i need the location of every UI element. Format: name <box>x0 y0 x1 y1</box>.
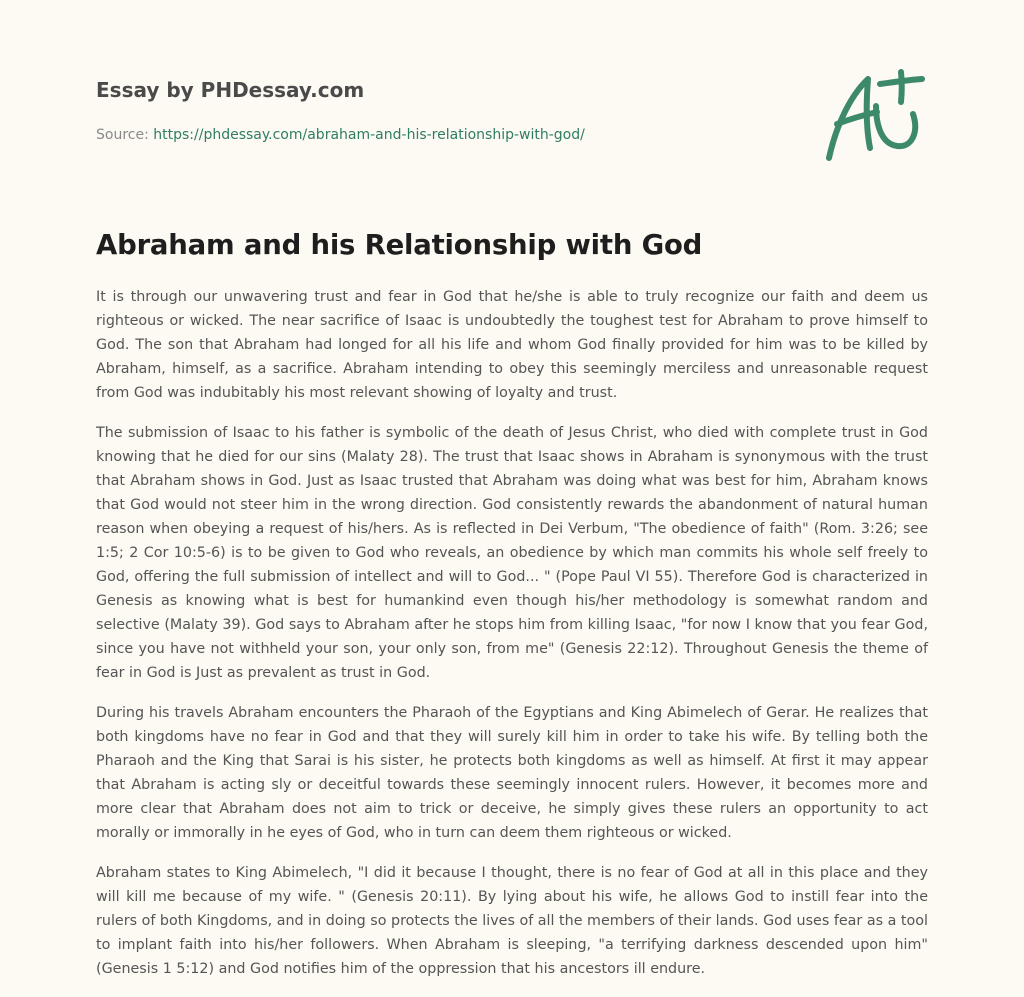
site-brand: Essay by PHDessay.com <box>96 78 365 102</box>
paragraph: It is through our unwavering trust and fear in God that he/she is able to truly recognize our faith and deem us righteous or wicked. The near sacrifice of Isaac is undoubtedly the toughest test for Abraham to prove himself to God. The son that Abraham had longed for all his life and whom God finally provided for him was to be killed by Abraham, himself, as a sacrifice. Abraham intending to obey this seemingly merciless and unreasonable request from God was indubitably his most relevant showing of loyalty and trust. <box>96 289 928 401</box>
a-plus-grade-icon <box>820 66 930 166</box>
paragraph: The submission of Isaac to his father is symbolic of the death of Jesus Christ, who died with complete trust in God knowing that he died for our sins (Malaty 28). The trust that Isaac shows in Abraham is synonymous with the trust that Abraham shows in God. Just as Isaac trusted that Abraham was doing what was best for him, Abraham knows that God would not steer him in the wrong direction. God consistently rewards the abandonment of natural human reason when obeying a request of his/hers. As is reflected in Dei Verbum, "The obedience of faith" (Rom. 3:26; see 1:5; 2 Cor 10:5-6) is to be given to God who reveals, an obedience by which man commits his whole self freely to God, offering the full submission of intellect and will to God... " (Pope Paul VI 55). Therefore God is characterized in Genesis as knowing what is best for humankind even though his/her methodology is somewhat random and selective (Malaty 39). God says to Abraham after he stops him from killing Isaac, "for now I know that you fear God, since you have not withheld your son, your only son, from me" (Genesis 22:12). Throughout Genesis the theme of fear in God is Just as prevalent as trust in God. <box>96 425 928 681</box>
essay-header <box>96 76 736 145</box>
article-body <box>96 285 928 997</box>
paragraph: Abraham states to King Abimelech, "I did it because I thought, there is no fear of God at all in this place and they will kill me because of my wife. " (Genesis 20:11). By lying about his wife, he allows God to instill fear into the rulers of both Kingdoms, and in doing so protects the lives of all the members of their lands. God uses fear as a tool to implant faith into his/her followers. When Abraham is sleeping, "a terrifying darkness descended upon him" (Genesis 1 5:12) and God notifies him of the oppression that his ancestors ill endure. <box>96 865 928 977</box>
paragraph: During his travels Abraham encounters the Pharaoh of the Egyptians and King Abimelech of Gerar. He realizes that both kingdoms have no fear in God and that they will surely kill him in order to take his wife. By telling both the Pharaoh and the King that Sarai is his sister, he protects both kingdoms as well as himself. At first it may appear that Abraham is acting sly or deceitful towards these seemingly innocent rulers. However, it becomes more and more clear that Abraham does not aim to trick or deceive, he simply gives these rulers an opportunity to act morally or immorally in he eyes of God, who in turn can deem them righteous or wicked. <box>96 705 928 841</box>
source-line <box>96 125 736 145</box>
article-title: Abraham and his Relationship with God <box>96 229 703 261</box>
source-label: Source: <box>96 127 154 143</box>
source-link[interactable]: https://phdessay.com/abraham-and-his-relationship-with-god/ <box>153 127 585 143</box>
